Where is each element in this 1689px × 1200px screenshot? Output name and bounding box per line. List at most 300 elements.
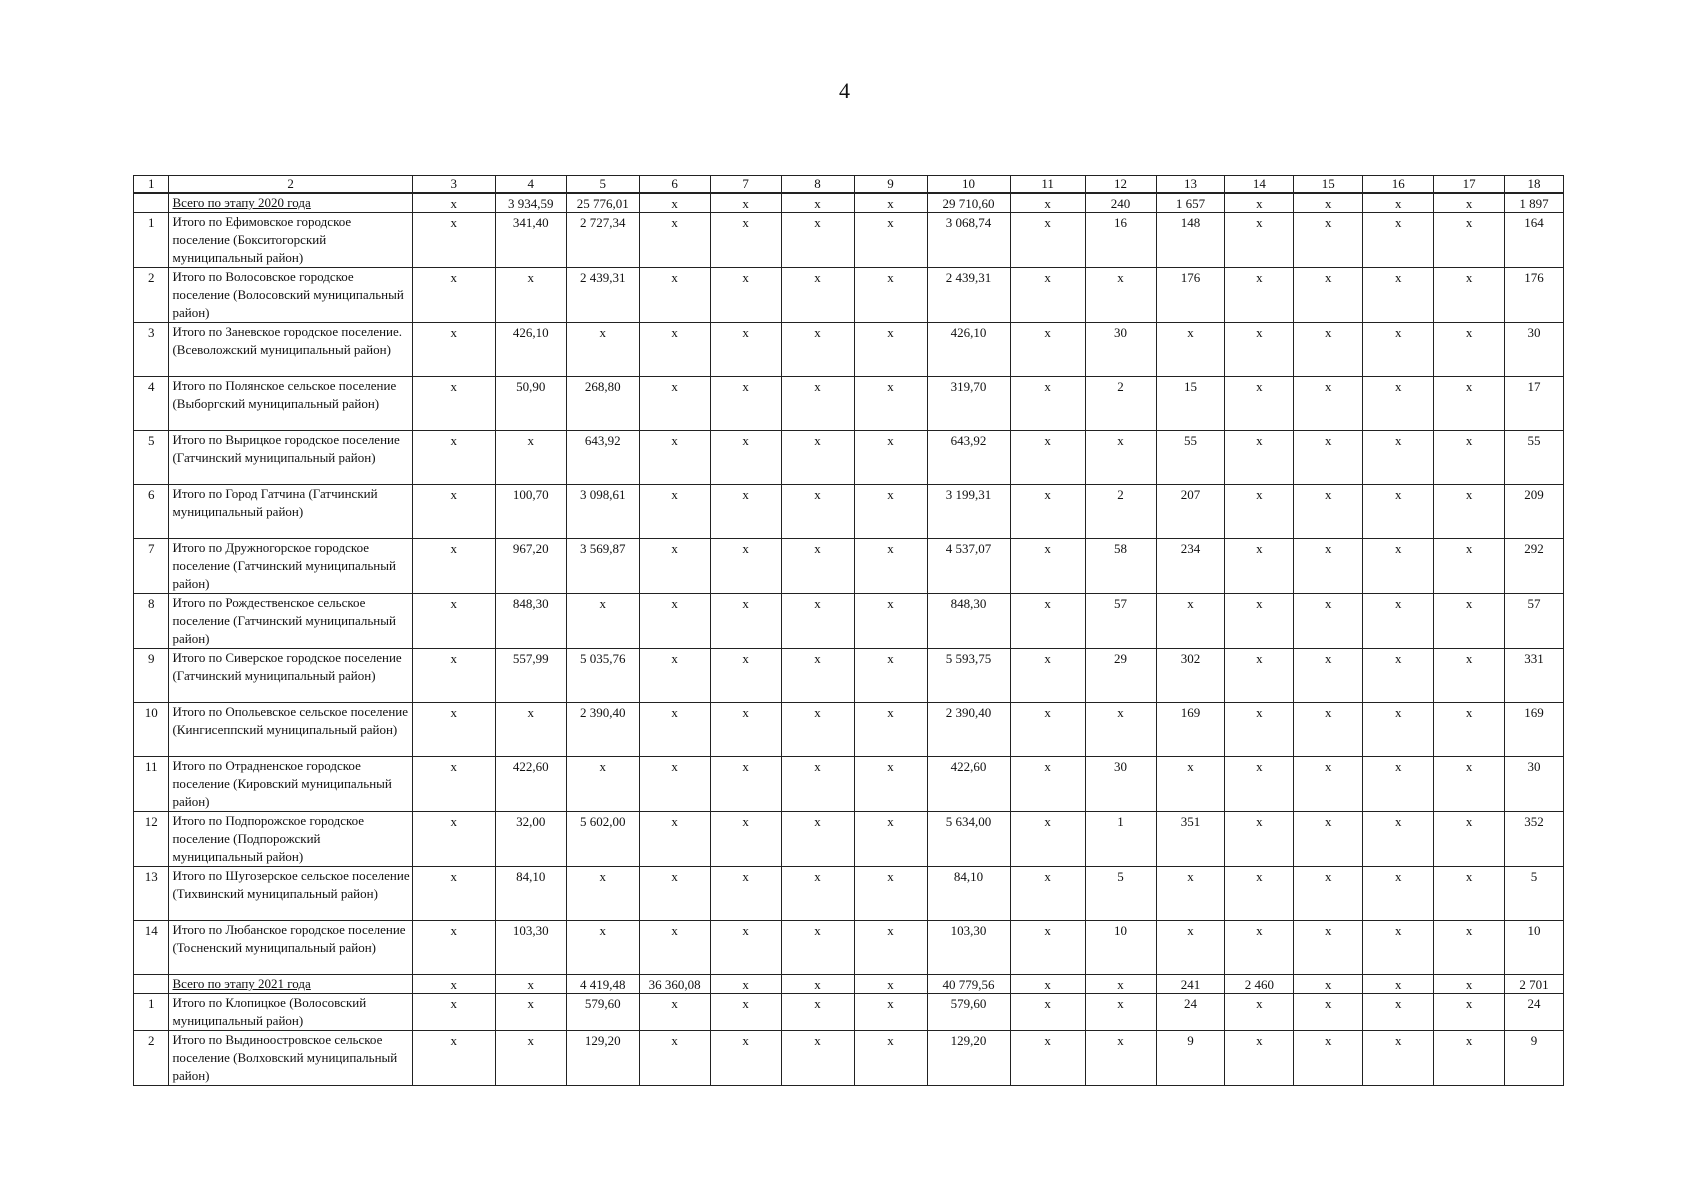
value-cell: x — [495, 1031, 566, 1086]
value-cell: x — [639, 812, 710, 867]
value-cell: x — [781, 539, 854, 594]
value-cell: x — [854, 323, 927, 377]
value-cell: x — [1294, 703, 1363, 757]
value-cell: x — [1156, 323, 1225, 377]
value-cell: x — [781, 994, 854, 1031]
row-name-cell: Итого по Любанское городское поселение (Тосненский муниципальный район) — [169, 921, 412, 975]
value-cell: x — [1085, 975, 1156, 994]
value-cell: x — [1085, 703, 1156, 757]
column-header: 4 — [495, 176, 566, 194]
row-name-cell: Итого по Заневское городское поселение. (Всеволожский муниципальный район) — [169, 323, 412, 377]
value-cell: x — [1085, 431, 1156, 485]
value-cell: x — [1085, 1031, 1156, 1086]
value-cell: x — [854, 1031, 927, 1086]
value-cell: x — [854, 975, 927, 994]
value-cell: x — [1294, 994, 1363, 1031]
data-table — [133, 175, 1564, 1086]
value-cell: x — [781, 867, 854, 921]
value-cell: x — [1010, 1031, 1085, 1086]
value-cell: x — [1434, 485, 1505, 539]
value-cell: x — [854, 812, 927, 867]
value-cell: x — [639, 377, 710, 431]
table-row — [134, 867, 1564, 921]
value-cell: 36 360,08 — [639, 975, 710, 994]
value-cell: x — [495, 268, 566, 323]
value-cell: x — [1225, 539, 1294, 594]
value-cell: 84,10 — [927, 867, 1010, 921]
value-cell: 103,30 — [927, 921, 1010, 975]
table-row — [134, 323, 1564, 377]
column-header: 15 — [1294, 176, 1363, 194]
value-cell: x — [1294, 323, 1363, 377]
value-cell: 2 701 — [1505, 975, 1564, 994]
value-cell: x — [639, 323, 710, 377]
value-cell: 2 727,34 — [566, 213, 639, 268]
value-cell: x — [710, 377, 781, 431]
value-cell: 2 — [1085, 485, 1156, 539]
value-cell: x — [1294, 649, 1363, 703]
value-cell: x — [495, 703, 566, 757]
table-row — [134, 213, 1564, 268]
value-cell: x — [1225, 485, 1294, 539]
value-cell: 643,92 — [566, 431, 639, 485]
value-cell: x — [710, 994, 781, 1031]
row-name-cell: Всего по этапу 2020 года — [169, 193, 412, 213]
value-cell: x — [781, 213, 854, 268]
row-name-cell: Итого по Клопицкое (Волосовский муниципальный район) — [169, 994, 412, 1031]
value-cell: x — [854, 994, 927, 1031]
header-row — [134, 176, 1564, 194]
value-cell: x — [1225, 994, 1294, 1031]
value-cell: x — [1156, 921, 1225, 975]
value-cell: x — [1225, 921, 1294, 975]
value-cell: x — [412, 193, 495, 213]
value-cell: x — [1225, 268, 1294, 323]
column-header: 6 — [639, 176, 710, 194]
value-cell: x — [1363, 193, 1434, 213]
value-cell: 2 390,40 — [566, 703, 639, 757]
table-row — [134, 377, 1564, 431]
value-cell: x — [639, 268, 710, 323]
table-row — [134, 812, 1564, 867]
value-cell: x — [710, 323, 781, 377]
value-cell: x — [781, 594, 854, 649]
value-cell: x — [710, 757, 781, 812]
value-cell: 4 537,07 — [927, 539, 1010, 594]
value-cell: 2 439,31 — [566, 268, 639, 323]
value-cell: x — [1363, 213, 1434, 268]
value-cell: x — [1434, 323, 1505, 377]
value-cell: x — [566, 594, 639, 649]
value-cell: x — [1225, 703, 1294, 757]
value-cell: x — [566, 867, 639, 921]
value-cell: x — [412, 431, 495, 485]
value-cell: x — [1156, 867, 1225, 921]
value-cell: x — [412, 867, 495, 921]
value-cell: x — [1225, 867, 1294, 921]
row-name-cell: Итого по Подпорожское городское поселение (Подпорожский муниципальный район) — [169, 812, 412, 867]
value-cell: x — [1434, 594, 1505, 649]
value-cell: x — [1434, 757, 1505, 812]
value-cell: 1 — [1085, 812, 1156, 867]
value-cell: x — [1010, 921, 1085, 975]
value-cell: x — [1010, 193, 1085, 213]
value-cell: x — [639, 921, 710, 975]
row-number-cell: 2 — [134, 268, 169, 323]
value-cell: x — [1294, 867, 1363, 921]
value-cell: x — [1010, 867, 1085, 921]
value-cell: 341,40 — [495, 213, 566, 268]
value-cell: 57 — [1085, 594, 1156, 649]
value-cell: x — [1010, 431, 1085, 485]
value-cell: x — [710, 649, 781, 703]
value-cell: x — [854, 867, 927, 921]
value-cell: x — [1294, 268, 1363, 323]
value-cell: x — [1010, 703, 1085, 757]
value-cell: 209 — [1505, 485, 1564, 539]
value-cell: 25 776,01 — [566, 193, 639, 213]
value-cell: x — [1225, 812, 1294, 867]
value-cell: 3 199,31 — [927, 485, 1010, 539]
value-cell: x — [1363, 867, 1434, 921]
value-cell: x — [1363, 431, 1434, 485]
value-cell: 2 — [1085, 377, 1156, 431]
table-row — [134, 539, 1564, 594]
value-cell: x — [781, 193, 854, 213]
value-cell: 268,80 — [566, 377, 639, 431]
value-cell: 29 710,60 — [927, 193, 1010, 213]
value-cell: x — [1010, 649, 1085, 703]
value-cell: x — [1363, 594, 1434, 649]
value-cell: 129,20 — [566, 1031, 639, 1086]
row-number-cell: 6 — [134, 485, 169, 539]
value-cell: x — [412, 921, 495, 975]
value-cell: x — [1294, 193, 1363, 213]
value-cell: x — [1225, 649, 1294, 703]
total-row — [134, 975, 1564, 994]
value-cell: x — [1225, 377, 1294, 431]
value-cell: x — [854, 193, 927, 213]
row-name-cell: Итого по Шугозерское сельское поселение (Тихвинский муниципальный район) — [169, 867, 412, 921]
value-cell: x — [854, 703, 927, 757]
value-cell: x — [1010, 994, 1085, 1031]
value-cell: 848,30 — [495, 594, 566, 649]
value-cell: x — [781, 268, 854, 323]
row-number-cell: 10 — [134, 703, 169, 757]
column-header: 7 — [710, 176, 781, 194]
row-number-cell: 1 — [134, 213, 169, 268]
total-row — [134, 193, 1564, 213]
row-number-cell: 3 — [134, 323, 169, 377]
value-cell: x — [1010, 268, 1085, 323]
row-name-cell: Всего по этапу 2021 года — [169, 975, 412, 994]
value-cell: 5 035,76 — [566, 649, 639, 703]
value-cell: x — [710, 975, 781, 994]
value-cell: 29 — [1085, 649, 1156, 703]
table-row — [134, 1031, 1564, 1086]
table-row — [134, 649, 1564, 703]
value-cell: x — [412, 975, 495, 994]
column-header: 3 — [412, 176, 495, 194]
value-cell: x — [710, 812, 781, 867]
row-number-cell — [134, 975, 169, 994]
value-cell: 55 — [1156, 431, 1225, 485]
value-cell: x — [710, 594, 781, 649]
value-cell: 5 593,75 — [927, 649, 1010, 703]
value-cell: x — [781, 1031, 854, 1086]
value-cell: x — [1010, 812, 1085, 867]
value-cell: 50,90 — [495, 377, 566, 431]
row-name-cell: Итого по Опольевское сельское поселение (Кингисеппский муниципальный район) — [169, 703, 412, 757]
value-cell: x — [1294, 539, 1363, 594]
table-row — [134, 921, 1564, 975]
table-body — [134, 176, 1564, 1086]
row-name-cell: Итого по Вырицкое городское поселение (Гатчинский муниципальный район) — [169, 431, 412, 485]
value-cell: 16 — [1085, 213, 1156, 268]
row-number-cell: 13 — [134, 867, 169, 921]
value-cell: 103,30 — [495, 921, 566, 975]
value-cell: x — [1363, 975, 1434, 994]
value-cell: 352 — [1505, 812, 1564, 867]
value-cell: x — [710, 193, 781, 213]
value-cell: x — [1434, 867, 1505, 921]
value-cell: x — [566, 323, 639, 377]
value-cell: x — [639, 1031, 710, 1086]
value-cell: 207 — [1156, 485, 1225, 539]
value-cell: x — [1010, 323, 1085, 377]
value-cell: x — [412, 268, 495, 323]
value-cell: x — [1225, 431, 1294, 485]
value-cell: x — [1010, 975, 1085, 994]
value-cell: 5 — [1085, 867, 1156, 921]
value-cell: x — [781, 757, 854, 812]
value-cell: x — [781, 649, 854, 703]
value-cell: x — [1434, 703, 1505, 757]
value-cell: x — [1225, 213, 1294, 268]
value-cell: 3 068,74 — [927, 213, 1010, 268]
value-cell: x — [639, 485, 710, 539]
value-cell: x — [1010, 757, 1085, 812]
value-cell: x — [1434, 921, 1505, 975]
value-cell: x — [639, 757, 710, 812]
value-cell: x — [1363, 649, 1434, 703]
value-cell: x — [1363, 994, 1434, 1031]
value-cell: x — [1156, 757, 1225, 812]
value-cell: x — [854, 377, 927, 431]
value-cell: x — [1010, 377, 1085, 431]
value-cell: x — [1225, 594, 1294, 649]
value-cell: 1 897 — [1505, 193, 1564, 213]
table-row — [134, 757, 1564, 812]
value-cell: x — [710, 539, 781, 594]
value-cell: 10 — [1085, 921, 1156, 975]
value-cell: x — [639, 703, 710, 757]
value-cell: x — [854, 268, 927, 323]
value-cell: 40 779,56 — [927, 975, 1010, 994]
value-cell: 292 — [1505, 539, 1564, 594]
value-cell: x — [1363, 1031, 1434, 1086]
value-cell: 302 — [1156, 649, 1225, 703]
value-cell: x — [710, 485, 781, 539]
value-cell: 57 — [1505, 594, 1564, 649]
value-cell: 24 — [1156, 994, 1225, 1031]
table-row — [134, 268, 1564, 323]
value-cell: x — [1294, 377, 1363, 431]
value-cell: x — [1434, 431, 1505, 485]
value-cell: x — [1294, 757, 1363, 812]
value-cell: x — [710, 1031, 781, 1086]
value-cell: x — [639, 649, 710, 703]
row-number-cell: 1 — [134, 994, 169, 1031]
value-cell: 319,70 — [927, 377, 1010, 431]
value-cell: x — [1294, 1031, 1363, 1086]
column-header: 18 — [1505, 176, 1564, 194]
row-number-cell: 12 — [134, 812, 169, 867]
value-cell: x — [854, 649, 927, 703]
value-cell: 331 — [1505, 649, 1564, 703]
value-cell: x — [781, 377, 854, 431]
value-cell: x — [639, 594, 710, 649]
value-cell: 3 569,87 — [566, 539, 639, 594]
value-cell: x — [412, 377, 495, 431]
column-header: 13 — [1156, 176, 1225, 194]
value-cell: x — [639, 193, 710, 213]
value-cell: 30 — [1505, 757, 1564, 812]
column-header: 17 — [1434, 176, 1505, 194]
value-cell: x — [854, 213, 927, 268]
value-cell: x — [781, 921, 854, 975]
row-number-cell — [134, 193, 169, 213]
value-cell: x — [412, 757, 495, 812]
value-cell: x — [495, 431, 566, 485]
value-cell: x — [412, 812, 495, 867]
value-cell: 422,60 — [495, 757, 566, 812]
value-cell: 241 — [1156, 975, 1225, 994]
value-cell: x — [412, 994, 495, 1031]
value-cell: x — [412, 703, 495, 757]
value-cell: 5 — [1505, 867, 1564, 921]
column-header: 2 — [169, 176, 412, 194]
row-name-cell: Итого по Полянское сельское поселение (Выборгский муниципальный район) — [169, 377, 412, 431]
row-number-cell: 8 — [134, 594, 169, 649]
value-cell: x — [1434, 994, 1505, 1031]
value-cell: 5 602,00 — [566, 812, 639, 867]
value-cell: x — [854, 921, 927, 975]
row-name-cell: Итого по Рождественское сельское поселение (Гатчинский муниципальный район) — [169, 594, 412, 649]
value-cell: 15 — [1156, 377, 1225, 431]
column-header: 10 — [927, 176, 1010, 194]
value-cell: 2 439,31 — [927, 268, 1010, 323]
value-cell: x — [566, 921, 639, 975]
value-cell: x — [1294, 921, 1363, 975]
value-cell: 10 — [1505, 921, 1564, 975]
row-number-cell: 9 — [134, 649, 169, 703]
value-cell: x — [1010, 485, 1085, 539]
value-cell: x — [1294, 213, 1363, 268]
value-cell: x — [639, 539, 710, 594]
table-row — [134, 703, 1564, 757]
value-cell: x — [1363, 921, 1434, 975]
value-cell: x — [781, 975, 854, 994]
value-cell: x — [412, 1031, 495, 1086]
row-name-cell: Итого по Ефимовское городское поселение (Бокситогорский муниципальный район) — [169, 213, 412, 268]
value-cell: x — [412, 594, 495, 649]
table-row — [134, 485, 1564, 539]
value-cell: x — [1010, 594, 1085, 649]
value-cell: 84,10 — [495, 867, 566, 921]
value-cell: 426,10 — [927, 323, 1010, 377]
value-cell: x — [1363, 377, 1434, 431]
value-cell: 176 — [1505, 268, 1564, 323]
value-cell: x — [639, 994, 710, 1031]
value-cell: x — [781, 485, 854, 539]
column-header: 16 — [1363, 176, 1434, 194]
value-cell: 3 098,61 — [566, 485, 639, 539]
value-cell: x — [1294, 431, 1363, 485]
row-number-cell: 4 — [134, 377, 169, 431]
value-cell: 3 934,59 — [495, 193, 566, 213]
value-cell: x — [781, 812, 854, 867]
value-cell: 9 — [1156, 1031, 1225, 1086]
row-name-cell: Итого по Сиверское городское поселение (Гатчинский муниципальный район) — [169, 649, 412, 703]
value-cell: x — [1294, 594, 1363, 649]
value-cell: 2 390,40 — [927, 703, 1010, 757]
value-cell: x — [639, 431, 710, 485]
value-cell: 240 — [1085, 193, 1156, 213]
value-cell: x — [1363, 539, 1434, 594]
column-header: 11 — [1010, 176, 1085, 194]
value-cell: 643,92 — [927, 431, 1010, 485]
value-cell: x — [1434, 268, 1505, 323]
value-cell: x — [854, 594, 927, 649]
value-cell: x — [1434, 649, 1505, 703]
value-cell: x — [1294, 812, 1363, 867]
row-name-cell: Итого по Дружногорское городское поселение (Гатчинский муниципальный район) — [169, 539, 412, 594]
value-cell: x — [854, 485, 927, 539]
value-cell: 426,10 — [495, 323, 566, 377]
value-cell: 32,00 — [495, 812, 566, 867]
value-cell: 30 — [1085, 757, 1156, 812]
value-cell: x — [710, 431, 781, 485]
column-header: 14 — [1225, 176, 1294, 194]
value-cell: 5 634,00 — [927, 812, 1010, 867]
value-cell: 17 — [1505, 377, 1564, 431]
value-cell: x — [1434, 377, 1505, 431]
value-cell: x — [1363, 323, 1434, 377]
value-cell: x — [710, 867, 781, 921]
value-cell: 9 — [1505, 1031, 1564, 1086]
value-cell: x — [854, 431, 927, 485]
column-header: 1 — [134, 176, 169, 194]
value-cell: x — [1363, 485, 1434, 539]
value-cell: x — [1434, 975, 1505, 994]
table-row — [134, 994, 1564, 1031]
value-cell: 58 — [1085, 539, 1156, 594]
value-cell: 129,20 — [927, 1031, 1010, 1086]
value-cell: x — [1294, 975, 1363, 994]
value-cell: x — [1294, 485, 1363, 539]
row-name-cell: Итого по Волосовское городское поселение (Волосовский муниципальный район) — [169, 268, 412, 323]
value-cell: 557,99 — [495, 649, 566, 703]
value-cell: x — [412, 323, 495, 377]
value-cell: x — [412, 539, 495, 594]
column-header: 12 — [1085, 176, 1156, 194]
value-cell: x — [1434, 812, 1505, 867]
value-cell: x — [1085, 268, 1156, 323]
value-cell: x — [710, 703, 781, 757]
value-cell: x — [1010, 213, 1085, 268]
value-cell: x — [412, 649, 495, 703]
